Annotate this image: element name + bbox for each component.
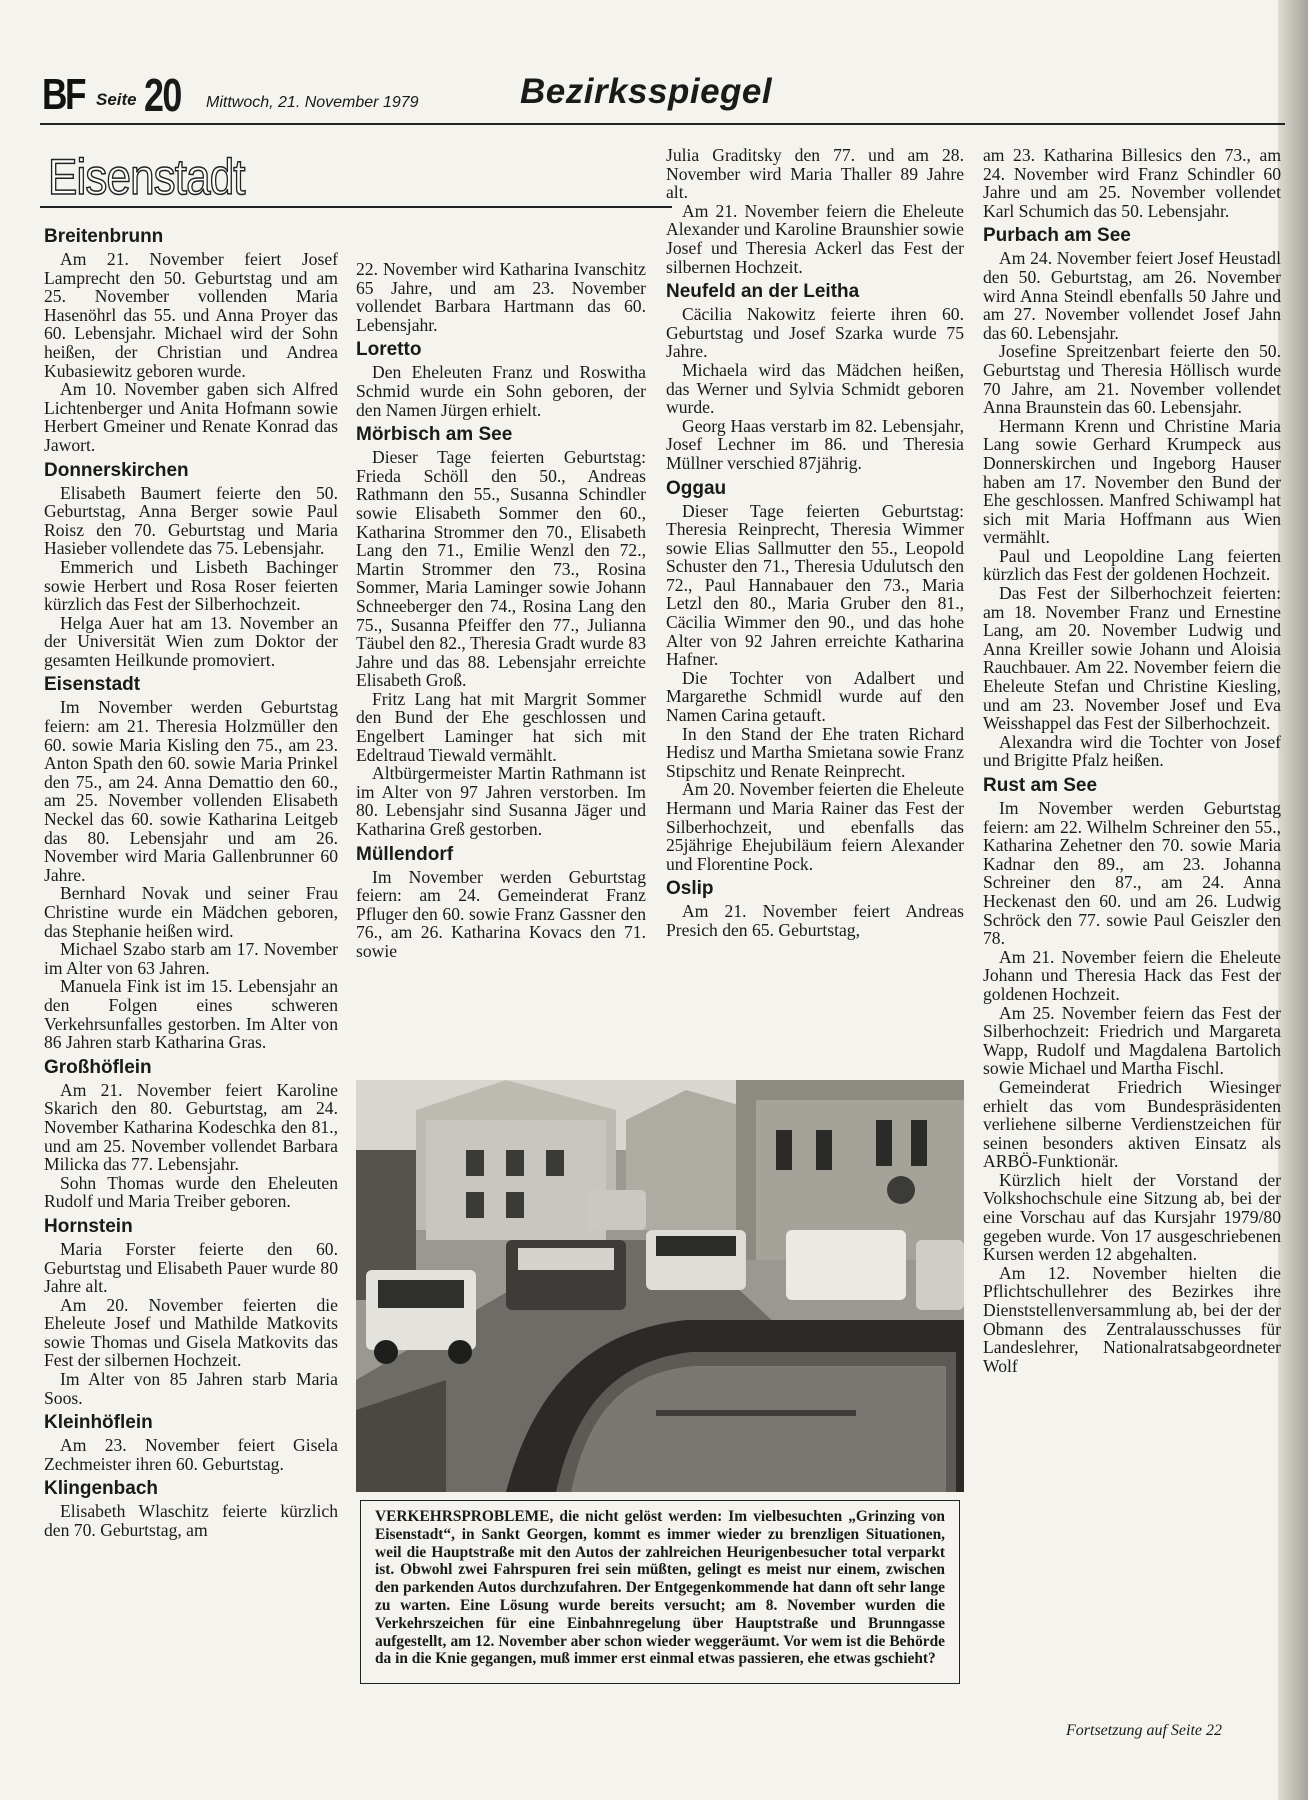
article-heading: Hornstein (44, 1215, 133, 1237)
article-paragraph: Im November werden Geburtstag feiern: am 21. Theresia Holzmüller den 60. sowie Maria Kisling den 75., am 23. Anton Spath den 60. sowie Maria Prinkel den 75., am 24. Anna Demattio den 60., am 25. November vollenden Elisabeth Neckel das 60. sowie Katharina Leitgeb das 80. Lebensjahr und am 26. November wird Maria Gallenbrunner 60 Jahre. (44, 697, 338, 885)
article-paragraph: Am 25. November feiern das Fest der Silberhochzeit: Friedrich und Margareta Wapp, Rudolf und Magdalena Bartolich sowie Michael und Martha Fischl. (983, 1002, 1281, 1079)
article-paragraph: Im Alter von 85 Jahren starb Maria Soos. (44, 1369, 338, 1408)
article-heading: Klingenbach (44, 1478, 159, 1500)
issue-date: Mittwoch, 21. November 1979 (206, 94, 419, 111)
article-heading: Eisenstadt (44, 674, 141, 696)
article-paragraph: Die Tochter von Adalbert und Margarethe Schmidl wurde auf den Namen Carina getauft. (666, 667, 964, 726)
article-heading: Müllendorf (356, 843, 454, 865)
newspaper-logo: BF (42, 70, 85, 119)
article-paragraph: Im November werden Geburtstag feiern: am 24. Gemeinderat Franz Pfluger den 60. sowie Franz Gassner den 76., am 26. Katharina Kovacs den 71. sowie (356, 866, 646, 961)
column-4 (983, 146, 1281, 1701)
article-paragraph: Bernhard Novak und seiner Frau Christine wurde ein Mädchen geboren, das Stephanie heißen wird. (44, 883, 338, 941)
page-title: Eisenstadt (48, 149, 245, 205)
article-paragraph: Gemeinderat Friedrich Wiesinger erhielt das vom Bundespräsidenten verliehene silberne Verdienstzeichen für seinen besonders aktiven Einsatz als ARBÖ-Funktionär. (983, 1076, 1281, 1172)
continuation-note: Fortsetzung auf Seite 22 (1066, 1722, 1222, 1739)
page-label: Seite (96, 90, 137, 109)
article-paragraph: Am 21. November feiert Andreas Presich den 65. Geburtstag, (666, 901, 964, 940)
article-paragraph: Emmerich und Lisbeth Bachinger sowie Herbert und Rosa Roser feierten kürzlich das Fest der Silberhochzeit. (44, 556, 338, 615)
article-paragraph: Am 21. November feiert Karoline Skarich den 80. Geburtstag, am 24. November Katharina Kodeschka den 81., und am 25. November vollendet Barbara Milicka das 77. Lebensjahr. (44, 1079, 338, 1175)
article-paragraph: Paul und Leopoldine Lang feierten kürzlich das Fest der goldenen Hochzeit. (983, 545, 1281, 585)
article-paragraph: Am 10. November gaben sich Alfred Lichtenberger und Anita Hofmann sowie Herbert Gmeiner und Renate Konrad das Jawort. (44, 379, 338, 455)
article-heading: Breitenbrunn (44, 226, 164, 247)
article-paragraph: Das Fest der Silberhochzeit feierten: am 18. November Franz und Ernestine Lang, am 20. November Ludwig und Anna Kreiller sowie Johann und Aloisia Rauchbauer. Am 22. November feiern die Eheleute Stefan und Christine Kiesling, und am 23. November Josef und Eva Weisshappel das Fest der Silberhochzeit. (983, 583, 1281, 734)
article-heading: Oslip (666, 878, 714, 900)
article-heading: Oggau (666, 477, 727, 499)
column-2 (356, 260, 646, 1072)
article-paragraph: Am 23. November feiert Gisela Zechmeister ihren 60. Geburtstag. (44, 1435, 338, 1474)
article-paragraph: Fritz Lang hat mit Margrit Sommer den Bund der Ehe geschlossen und Engelbert Laminger hat sich mit Edeltraud Tiewald vermählt. (356, 688, 646, 765)
article-paragraph: Dieser Tage feierten Geburtstag: Frieda Schöll den 50., Andreas Rathmann den 55., Susanna Schindler sowie Elisabeth Sommer den 60., Katharina Strommer den 70., Elisabeth Lang den 71., Emilie Wenzl den 72., Martin Strommer den 73., Rosina Sommer, Maria Laminger sowie Johann Schneeberger den 74., Rosina Lang den 75., Susanna Pfeiffer den 77., Julianna Täubel den 82., Theresia Gradt wurde 83 Jahre und das 88. Lebensjahr erreichte Elisabeth Groß. (356, 447, 646, 691)
page-edge-shadow (1278, 0, 1308, 1800)
article-paragraph: Michaela wird das Mädchen heißen, das Werner und Sylvia Schmidt geboren wurde. (666, 359, 964, 418)
article-paragraph: Dieser Tage feierten Geburtstag: Theresia Reinprecht, Theresia Wimmer sowie Elias Sallmutter den 55., Leopold Schuster den 71., Theresia Udulutsch den 72., Paul Hannabauer den 73., Maria Letzl den 80., Maria Gruber den 81., Cäcilia Wimmer den 90., und das hohe Alter von 92 Jahren erreichte Katharina Hafner. (666, 500, 964, 670)
article-paragraph: Alexandra wird die Tochter von Josef und Brigitte Pfalz heißen. (983, 731, 1281, 771)
article-paragraph: Cäcilia Nakowitz feierte ihren 60. Geburtstag und Josef Szarka wurde 75 Jahre. (666, 304, 964, 362)
article-paragraph: Elisabeth Wlaschitz feierte kürzlich den 70. Geburtstag, am (44, 1501, 338, 1541)
article-paragraph: Am 21. November feiern die Eheleute Johann und Theresia Hack das Fest der goldenen Hochzeit. (983, 946, 1281, 1004)
article-paragraph: Am 12. November hielten die Pflichtschullehrer des Bezirkes ihre Dienststellenversammlung ab, bei der der Obmann des Zentralausschusses für Landeslehrer, Nationalratsabgeordneter Wolf (983, 1262, 1281, 1376)
article-paragraph: Sohn Thomas wurde den Eheleuten Rudolf und Maria Treiber geboren. (44, 1172, 338, 1212)
article-paragraph: Im November werden Geburtstag feiern: am 22. Wilhelm Schreiner den 55., Katharina Zehetner den 70. sowie Maria Kadnar den 89., am 23. Johanna Schreiner den 87., am 24. Anna Heckenast den 60. und am 26. Ludwig Schröck den 77. sowie Paul Geiszler den 78. (983, 798, 1281, 949)
article-paragraph: Julia Graditsky den 77. und am 28. November wird Maria Thaller 89 Jahre alt. (666, 145, 964, 203)
article-paragraph: Altbürgermeister Martin Rathmann ist im Alter von 97 Jahren verstorben. Im 80. Lebensjahr sind Susanna Jäger und Katharina Greß gestorben. (356, 763, 646, 840)
article-paragraph: Hermann Krenn und Christine Maria Lang sowie Gerhard Krumpeck aus Donnerskirchen und Ingeborg Hauser haben am 17. November den Bund der Ehe geschlossen. Manfred Schiwampl hat sich mit Maria Hoffmann aus Wien vermählt. (983, 415, 1281, 548)
article-paragraph: Georg Haas verstarb im 82. Lebensjahr, Josef Lechner im 86. und Theresia Müllner verschied 87jährig. (666, 415, 964, 473)
page-header (40, 62, 1280, 126)
article-paragraph: Josefine Spreitzenbart feierte den 50. Geburtstag und Theresia Höllisch wurde 70 Jahre, am 21. November vollendet Anna Braunstein das 60. Lebensjahr. (983, 341, 1281, 418)
page-number: 20 (144, 69, 181, 121)
article-heading: Rust am See (983, 775, 1098, 796)
article-paragraph: Am 24. November feiert Josef Heustadl den 50. Geburtstag, am 26. November wird Anna Steindl ebenfalls 50 Jahre und am 27. November vollendet Josef Jahn das 60. Lebensjahr. (983, 248, 1281, 343)
article-heading: Kleinhöflein (44, 1412, 153, 1434)
photo-caption: VERKEHRSPROBLEME, die nicht gelöst werden: Im vielbesuchten „Grinzing von Eisenstadt“, in Sankt Georgen, kommt es immer wieder zu brenzligen Situationen, weil die Hauptstraße mit den Autos der zahlreichen Heurigenbesucher total verparkt ist. Obwohl zwei Fahrspuren frei sein müßten, gelingt es meist nur einem, zwischen den parkenden Autos durchzufahren. Der Entgegenkommende hat dann oft sehr lange zu warten. Eine Lösung wurde bereits versucht; am 8. November wurden die Verkehrszeichen für eine Einbahnregelung über Hauptstraße und Brunngasse aufgestellt, am 12. November aber schon wieder weggeräumt. Vor wem ist die Behörde da in die Knie gegangen, muß immer erst einmal etwas passieren, ehe etwas gschieht? (360, 1500, 960, 1684)
article-paragraph: Am 21. November feiert Josef Lamprecht den 50. Geburtstag und am 25. November vollenden Maria Hasenöhrl das 55. und Anna Proyer das 60. Lebensjahr. Michael wird der Sohn heißen, der Christian und Andrea Kubasiewitz geboren wurde. (44, 249, 338, 381)
title-rule (40, 206, 672, 208)
street-photo (356, 1080, 964, 1492)
article-heading: Mörbisch am See (356, 424, 513, 446)
article-heading: Neufeld an der Leitha (666, 281, 860, 303)
article-paragraph: Am 20. November feierten die Eheleute Hermann und Maria Rainer das Fest der Silberhochzeit, und ebenfalls das 25jährige Ehejubiläum feiern Alexander und Florentine Pock. (666, 779, 964, 874)
column-3 (666, 146, 964, 1072)
article-heading: Donnerskirchen (44, 459, 189, 481)
article-paragraph: Maria Forster feierte den 60. Geburtstag und Elisabeth Pauer wurde 80 Jahre alt. (44, 1238, 338, 1297)
article-heading: Großhöflein (44, 1056, 152, 1078)
article-paragraph: Manuela Fink ist im 15. Lebensjahr an den Folgen eines schweren Verkehrsunfalles gestorben. Im Alter von 86 Jahren starb Katharina Gras. (44, 976, 338, 1053)
article-paragraph: Am 20. November feierten die Eheleute Josef und Mathilde Matkovits sowie Thomas und Gisela Matkovits das Fest der silbernen Hochzeit. (44, 1294, 338, 1371)
article-heading: Loretto (356, 339, 422, 361)
article-paragraph: In den Stand der Ehe traten Richard Hedisz und Martha Smietana sowie Franz Stipschitz und Renate Reinprecht. (666, 723, 964, 781)
article-paragraph: Am 21. November feiern die Eheleute Alexander und Karoline Braunshier sowie Josef und Theresia Ackerl das Fest der silbernen Hochzeit. (666, 200, 964, 277)
article-paragraph: Michael Szabo starb am 17. November im Alter von 63 Jahren. (44, 939, 338, 978)
article-heading: Purbach am See (983, 225, 1131, 247)
header-rule (40, 123, 1285, 125)
article-paragraph: Kürzlich hielt der Vorstand der Volkshochschule eine Sitzung ab, bei der eine Vorschau auf das Kursjahr 1979/80 gegeben wurde. Von 17 ausgeschriebenen Kursen werden 12 abgehalten. (983, 1169, 1281, 1265)
column-1 (44, 226, 338, 1646)
article-paragraph: Helga Auer hat am 13. November an der Universität Wien zum Doktor der gesamten Heilkunde promoviert. (44, 612, 338, 670)
article-paragraph: Elisabeth Baumert feierte den 50. Geburtstag, Anna Berger sowie Paul Roisz den 70. Geburtstag und Maria Hasieber vollendete das 75. Lebensjahr. (44, 482, 338, 559)
article-paragraph: 22. November wird Katharina Ivanschitz 65 Jahre, und am 23. November vollendet Barbara Hartmann das 60. Lebensjahr. (356, 259, 646, 335)
article-paragraph: Den Eheleuten Franz und Roswitha Schmid wurde ein Sohn geboren, der den Namen Jürgen erhielt. (356, 362, 646, 420)
article-paragraph: am 23. Katharina Billesics den 73., am 24. November wird Franz Schindler 60 Jahre und am 25. November vollendet Karl Schumich das 50. Lebensjahr. (983, 145, 1281, 221)
section-title: Bezirksspiegel (520, 72, 773, 111)
